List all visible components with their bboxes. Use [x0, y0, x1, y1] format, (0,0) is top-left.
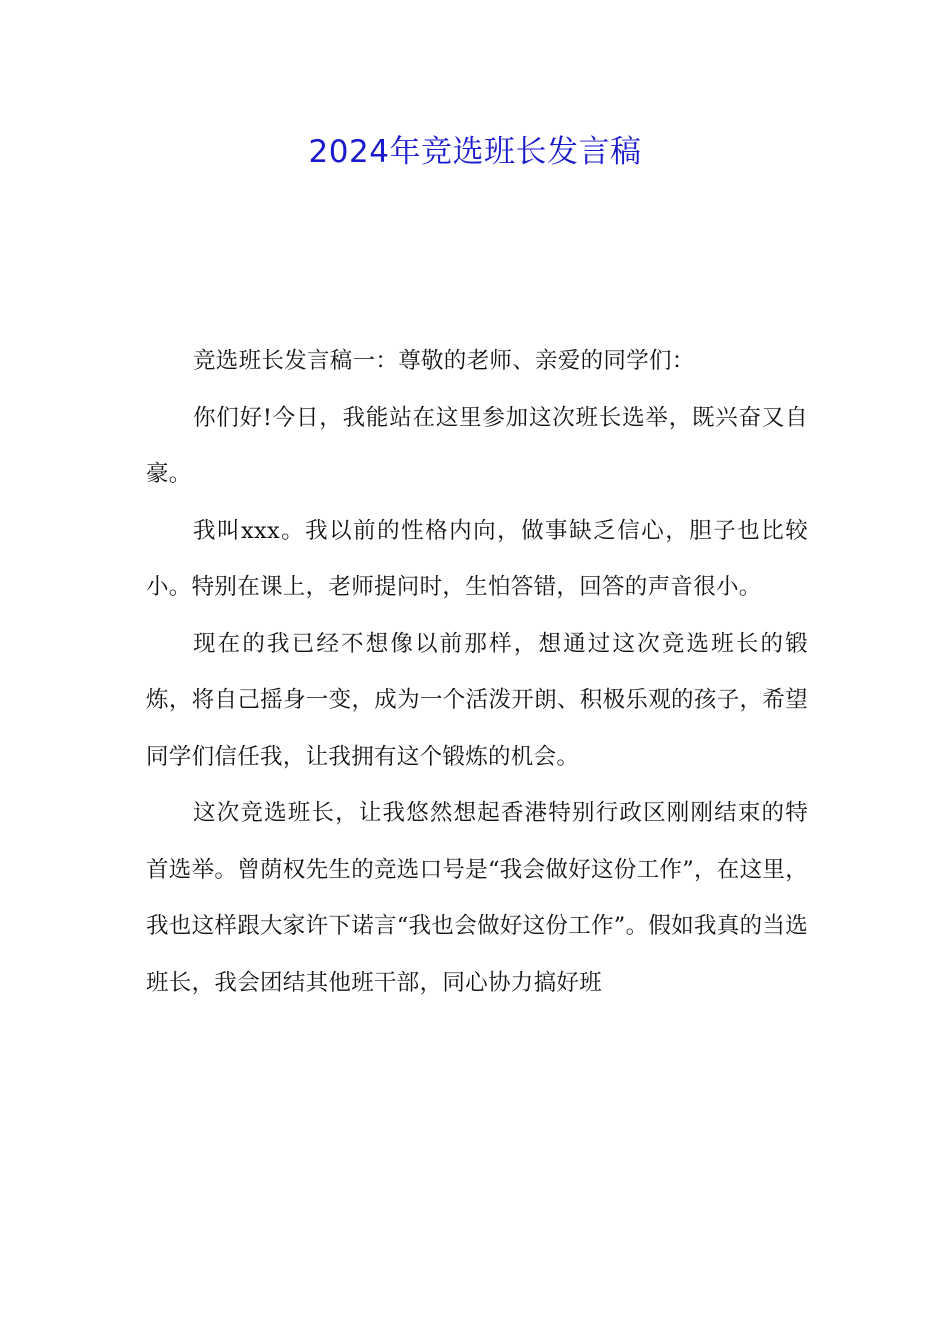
paragraph-motivation: 现在的我已经不想像以前那样，想通过这次竞选班长的锻炼，将自己摇身一变，成为一个活泼开朗、积极乐观的孩子，希望同学们信任我，让我拥有这个锻炼的机会。 — [146, 630, 808, 770]
paragraph-self-description: 我叫xxx。我以前的性格内向，做事缺乏信心，胆子也比较小。特别在课上，老师提问时，生怕答错，回答的声音很小。 — [146, 517, 808, 600]
paragraph-promise: 这次竞选班长，让我悠然想起香港特别行政区刚刚结束的特首选举。曾荫权先生的竞选口号是“我会做好这份工作”，在这里，我也这样跟大家许下诺言“我也会做好这份工作”。假如我真的当选班长，我会团结其他班干部，同心协力搞好班 — [146, 800, 809, 996]
document-body — [146, 333, 808, 1011]
document-title: 2024年竞选班长发言稿 — [308, 134, 642, 170]
paragraph-greeting: 竞选班长发言稿一：尊敬的老师、亲爱的同学们： — [193, 348, 695, 374]
paragraph-intro: 你们好!今日，我能站在这里参加这次班长选举，既兴奋又自豪。 — [146, 404, 808, 487]
